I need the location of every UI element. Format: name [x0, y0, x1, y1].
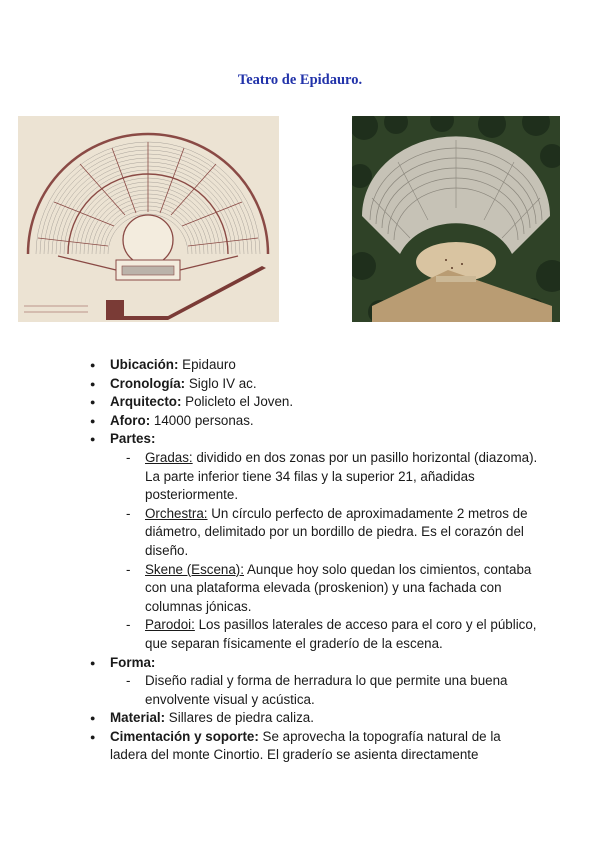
list-item: [90, 709, 540, 728]
dash-marker: -: [126, 561, 131, 577]
page-title: Teatro de Epidauro.: [237, 72, 363, 88]
item-text: Se aprovecha la topografía natural de la ladera del monte Cinortio. El graderío se asienta directamente: [110, 728, 501, 763]
dash-marker: -: [126, 617, 131, 633]
item-label: Ubicación:: [110, 357, 179, 372]
sub-item: [90, 672, 540, 709]
item-text: Epidauro: [178, 357, 236, 372]
item-label: Partes:: [110, 431, 156, 447]
sub-item: [90, 449, 540, 505]
sub-item-term: Orchestra:: [145, 505, 208, 521]
list-item: [90, 412, 540, 431]
item-label: Arquitecto:: [110, 394, 182, 410]
item-label: Cimentación y soporte:: [110, 728, 259, 744]
item-label: Cronología:: [110, 375, 186, 391]
item-text: 14000 personas.: [150, 412, 254, 428]
item-label: Material:: [110, 710, 166, 726]
dash-marker: -: [126, 449, 131, 465]
item-text: Sillares de piedra caliza.: [165, 710, 314, 726]
sub-item-text: dividido en dos zonas por un pasillo horizontal (diazoma). La parte inferior tiene 34 filas y la superior 21, añadidas posteriormente.: [145, 449, 538, 503]
item-text: Policleto el Joven.: [181, 394, 294, 410]
item-text: Siglo IV ac.: [185, 375, 257, 391]
theater-info-list: [90, 356, 540, 765]
sub-item-text: Diseño radial y forma de herradura lo que permite una buena envolvente visual y acústica.: [145, 673, 508, 707]
list-item: [90, 654, 540, 673]
sub-item-text: Los pasillos laterales de acceso para el coro y el público, que separan físicamente el graderío de la escena.: [145, 617, 537, 651]
list-item: [90, 728, 540, 765]
dash-marker: -: [126, 505, 131, 521]
sub-item-term: Skene (Escena):: [145, 561, 244, 577]
theater-aerial-photo: [352, 116, 560, 322]
sub-item-text: Un círculo perfecto de aproximadamente 2 metros de diámetro, delimitado por un bordillo de piedra. Es el corazón del diseño.: [145, 505, 528, 558]
list-item: [90, 375, 540, 394]
list-item: [90, 393, 540, 412]
sub-item-term: Gradas:: [145, 449, 193, 465]
theater-plan-image: [18, 116, 279, 322]
sub-item: [90, 505, 540, 561]
list-item: [90, 430, 540, 449]
item-label: Forma:: [110, 654, 156, 670]
sub-item: [90, 616, 540, 653]
sub-item-term: Parodoi:: [145, 617, 195, 633]
item-label: Aforo:: [110, 412, 151, 428]
sub-item: [90, 561, 540, 617]
list-item: [90, 356, 540, 375]
dash-marker: -: [126, 673, 131, 689]
sub-item-text: Aunque hoy solo quedan los cimientos, contaba con una plataforma elevada (proskenion) y una fachada con columnas jónicas.: [145, 561, 532, 614]
